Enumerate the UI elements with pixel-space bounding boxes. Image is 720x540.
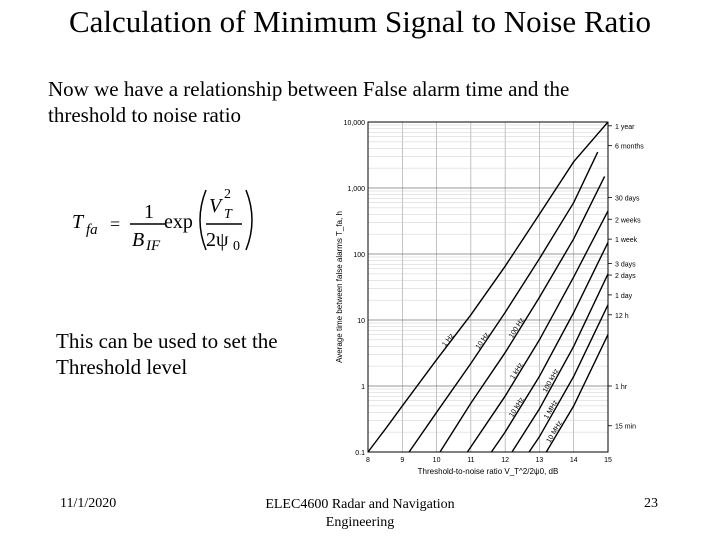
x-tick-label: 14 [569, 457, 578, 464]
formula-inner-den-sub: 0 [233, 239, 240, 254]
intro-text: Now we have a relationship between False alarm time and the threshold to noise ratio [48, 77, 570, 127]
y-tick-label: 100 [353, 252, 365, 259]
slide-title: Calculation of Minimum Signal to Noise Ratio [68, 4, 652, 39]
series-label: 100 Hz [508, 316, 526, 340]
y-tick-label: 0.1 [355, 450, 365, 457]
series-label: 10 Hz [474, 331, 491, 351]
formula-inner-denominator: 2ψ [206, 229, 229, 251]
formula-right-paren [246, 190, 252, 250]
right-label: 1 hr [615, 384, 628, 391]
y-tick-label: 10,000 [343, 120, 365, 127]
series-label: 1 MHz [543, 399, 560, 421]
x-tick-label: 8 [366, 457, 370, 464]
false-alarm-time-formula [66, 178, 276, 258]
x-tick-label: 11 [467, 457, 475, 464]
right-label: 12 h [615, 312, 629, 320]
formula-exp: exp [164, 211, 193, 233]
right-label: 6 months [615, 143, 644, 151]
series-label: 10 kHz [508, 396, 526, 419]
x-tick-label: 13 [535, 457, 544, 464]
formula-inner-sup: 2 [224, 187, 231, 202]
right-label: 2 days [615, 273, 636, 281]
x-axis-label: Threshold-to-noise ratio V_T^2/2ψ0, dB [417, 467, 559, 476]
x-tick-label: 10 [432, 457, 441, 464]
x-tick-label: 15 [604, 457, 612, 464]
series-label: 1 Hz [441, 332, 456, 349]
formula-denominator: B [132, 229, 145, 251]
formula-inner-numerator: V [209, 195, 222, 217]
y-tick-label: 1,000 [347, 186, 365, 193]
formula-inner-sub: T [224, 207, 232, 222]
x-tick-label: 9 [400, 457, 405, 464]
footer-date: 11/1/2020 [60, 496, 117, 511]
right-label: 15 min [615, 423, 637, 431]
formula-svg [66, 178, 276, 258]
footer-page-number: 23 [644, 496, 658, 511]
right-label: 1 year [615, 123, 635, 131]
series-label: 1 kHz [509, 361, 525, 381]
threshold-note: This can be used to set the Threshold level [56, 329, 278, 379]
series-label: 10 MHz [545, 419, 564, 445]
right-label: 30 days [615, 195, 640, 203]
y-axis-label: Average time between false alarms T_fa, h [335, 211, 344, 363]
footer-course: ELEC4600 Radar and Navigation Engineering [265, 497, 455, 530]
right-label: 1 week [615, 237, 638, 245]
x-tick-label: 12 [501, 457, 510, 464]
false-alarm-chart [322, 112, 662, 488]
formula-lhs-sub: fa [86, 222, 98, 238]
y-tick-label: 10 [357, 318, 365, 325]
series-label: 100 kHz [542, 367, 561, 394]
right-label: 2 weeks [615, 217, 641, 225]
formula-equals: = [110, 214, 121, 234]
formula-numerator: 1 [144, 201, 154, 223]
formula-lhs: T [72, 211, 84, 233]
formula-denominator-sub: IF [146, 238, 161, 254]
y-tick-label: 1 [361, 384, 365, 391]
right-label: 3 days [615, 261, 636, 269]
right-label: 1 day [615, 292, 633, 300]
chart-svg [322, 112, 662, 488]
